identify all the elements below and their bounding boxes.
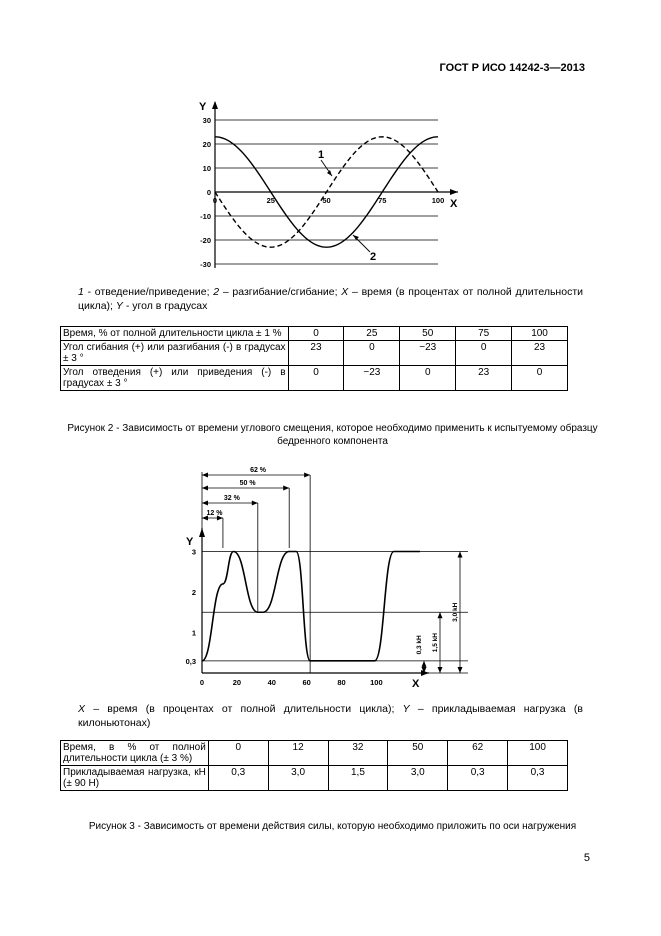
document-code: ГОСТ Р ИСО 14242-3—2013 [439,62,585,74]
table-row [61,366,568,391]
y-axis-arrow [199,528,205,537]
table-cell: 50 [388,741,448,766]
row-label: Время, % от полной длительности цикла ± 1 % [61,327,289,341]
table-row [61,741,568,766]
x-axis-label: X [450,198,458,210]
x-axis-label: X [412,678,420,690]
dimension-arrow-left [202,473,208,478]
figure2-legend: 1 - отведение/приведение; 2 – разгибание/сгибание; X – время (в процентах от полной длительности цикла); Y - угол в градусах [78,286,583,312]
row-label: Время, в % от полной длительности цикла (± 3 %) [61,741,209,766]
table-cell: 0,3 [508,766,568,791]
x-tick-label: 50 [322,196,331,205]
x-tick-label: 0 [212,196,218,205]
load-annotation-label: 0,3 kH [416,635,423,655]
legend-key-2: 2 [213,286,220,298]
table-cell: 0,3 [448,766,508,791]
y-tick-label: 2 [191,588,196,597]
table-cell: 0 [288,366,344,391]
table-cell: 32 [328,741,388,766]
legend-key-1: 1 [78,286,84,298]
x-tick-label: 100 [431,196,445,205]
table-cell: 3,0 [268,766,328,791]
x-tick-label: 60 [302,678,311,687]
row-label: Угол отведения (+) или приведения (-) в градусах ± 3 ° [61,366,289,391]
load-annotation-label: 3,0 kH [452,602,459,622]
y-tick-label: 0 [206,188,211,197]
x-tick-label: 40 [267,678,276,687]
page-number: 5 [583,852,590,864]
figure3-reference-lines [202,472,468,673]
y-axis-label: Y [186,536,194,548]
table-cell: 1,5 [328,766,388,791]
load-arrow-bottom [438,667,443,673]
load-arrow-top [438,612,443,618]
dimension-label: 32 % [223,495,240,502]
load-curve [202,552,420,661]
y-tick-label: 3 [191,547,196,557]
table-cell: −23 [344,366,400,391]
y-tick-label: 20 [202,140,211,149]
table-cell: 0 [208,741,268,766]
dimension-arrow-right [252,501,258,506]
dimension-arrow-right [283,486,289,491]
curve-1-leader-arrow [327,170,332,176]
x-tick-label: 0 [199,678,205,687]
figure2-caption: Рисунок 2 - Зависимость от времени углового смещения, которое необходимо применить к испытуемому образцу бедренного компонента [67,423,598,447]
x-tick-label: 25 [266,196,275,205]
figure3-legend: X – время (в процентах от полной длительности цикла); Y – прикладываемая нагрузка (в килоньютонах) [78,703,583,729]
y-tick-label: 0,3 [185,656,196,666]
y-tick-label: 1 [191,628,196,638]
figure3-tick-labels [186,548,383,688]
dimension-label: 62 % [250,467,267,474]
figure3-dimension-lines [202,467,310,521]
y-axis-label: Y [199,101,207,113]
dimension-arrow-left [202,501,208,506]
x-tick-label: 100 [370,678,383,687]
x-tick-label: 80 [337,678,346,687]
load-arrow-top [458,552,463,558]
table-row [61,341,568,366]
load-arrow-top [422,661,427,667]
load-arrow-bottom [458,667,463,673]
dimension-label: 12 % [206,510,223,517]
table-cell: −23 [400,341,456,366]
table-cell: 23 [288,341,344,366]
table-cell: 23 [512,341,568,366]
dimension-label: 50 % [239,480,256,487]
table-cell: 23 [456,366,512,391]
table-cell: 100 [508,741,568,766]
table-cell: 0 [400,366,456,391]
figure2-table [60,326,568,391]
curve-label-1: 1 [318,149,325,161]
legend-key-x: X [78,703,86,715]
y-axis-arrow [212,101,218,109]
figure2-annotations [318,149,376,263]
table-cell: 100 [512,327,568,341]
y-tick-label: -10 [200,212,211,221]
table-cell: 12 [268,741,328,766]
figure3-series [202,552,420,661]
dimension-arrow-left [202,486,208,491]
legend-key-x: X [341,286,349,298]
row-label: Угол сгибания (+) или разгибания (-) в градусах ± 3 ° [61,341,289,366]
y-tick-label: 10 [202,164,211,173]
table-cell: 3,0 [388,766,448,791]
y-tick-label: -30 [200,260,211,269]
table-cell: 0 [456,341,512,366]
table-cell: 0 [344,341,400,366]
x-tick-label: 20 [232,678,242,687]
row-label: Прикладываемая нагрузка, кН (± 90 Н) [61,766,209,791]
x-tick-label: 75 [378,196,387,205]
curve-2-leader-arrow [353,235,359,240]
table-cell: 0 [512,366,568,391]
legend-key-y: Y [115,300,123,312]
figure2-axes [199,101,458,268]
table-cell: 25 [344,327,400,341]
table-row [61,327,568,341]
table-cell: 62 [448,741,508,766]
figure2-chart [190,98,470,278]
table-cell: 50 [400,327,456,341]
figure3-table [60,740,568,791]
y-tick-label: -20 [200,236,211,245]
curve-label-2: 2 [370,251,377,263]
table-cell: 0 [288,327,344,341]
y-tick-label: 30 [202,116,211,125]
x-axis-arrow [450,189,458,195]
figure3-caption: Рисунок 3 - Зависимость от времени действия силы, которую необходимо приложить по оси нагружения [88,821,577,832]
dimension-arrow-right [304,473,310,478]
load-annotation-label: 1,5 kH [432,633,439,653]
table-cell: 0,3 [208,766,268,791]
figure3-chart [172,458,492,690]
table-row [61,766,568,791]
legend-key-y: Y [402,703,410,715]
table-cell: 75 [456,327,512,341]
